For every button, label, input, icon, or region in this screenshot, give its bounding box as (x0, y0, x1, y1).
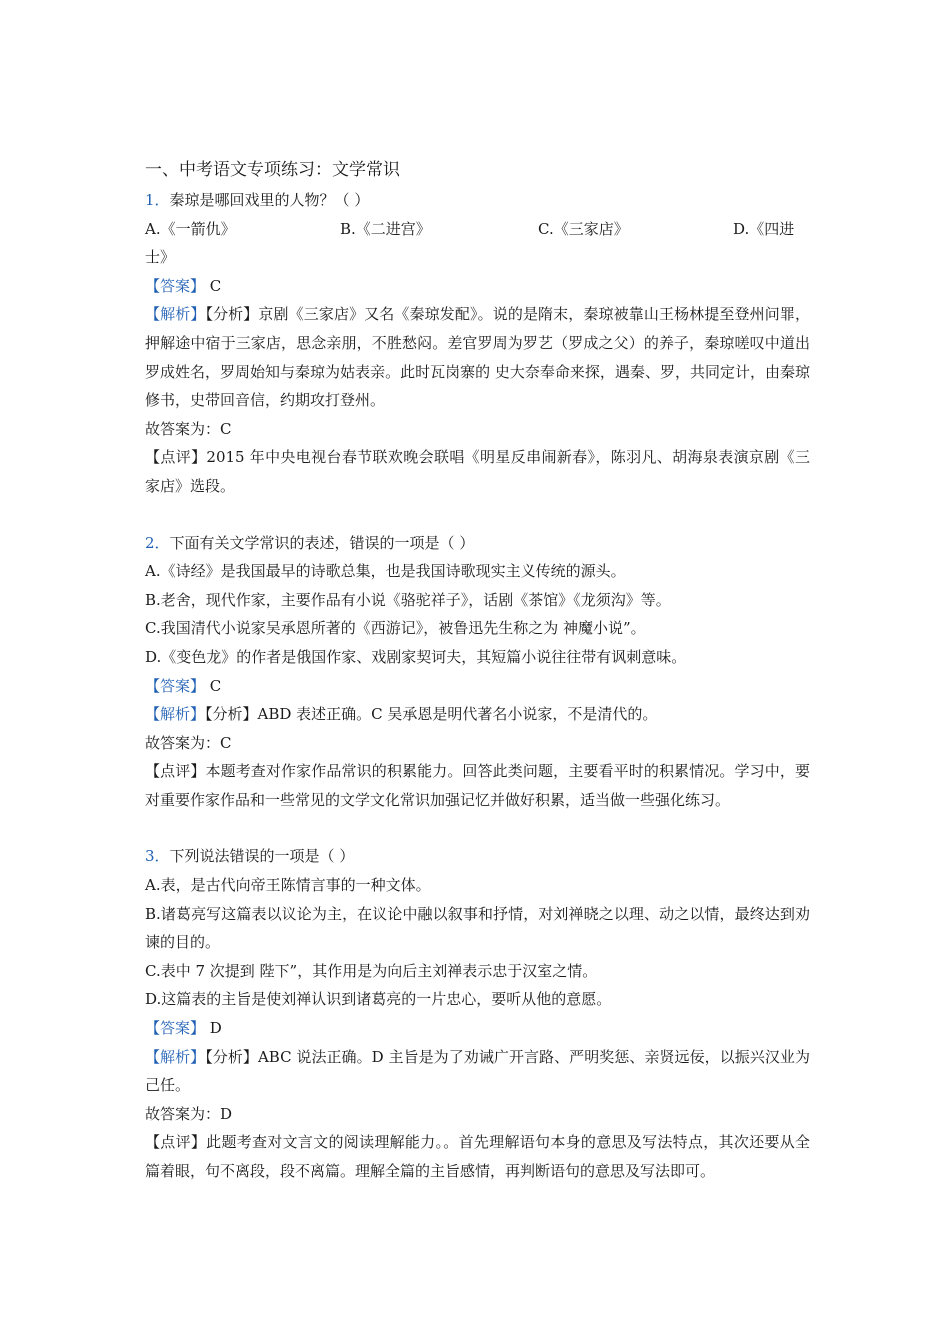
question-2-option-a: A.《诗经》是我国最早的诗歌总集，也是我国诗歌现实主义传统的源头。 (145, 562, 626, 581)
analysis-text: 【分析】ABC 说法正确。D 主旨是为了劝诫广开言路、严明奖惩、亲贤远佞，以振兴汉业为己任。 (145, 1047, 810, 1095)
question-2-text: 下面有关文学常识的表述，错误的一项是（ ） (169, 533, 475, 552)
answer-value: D (205, 1019, 222, 1038)
question-3-stem (145, 842, 810, 871)
analysis-tag: 【解析】 (145, 305, 206, 324)
question-2-answer (145, 672, 810, 701)
spacer (145, 814, 810, 842)
question-3-comment: 【点评】此题考查对文言文的阅读理解能力。。首先理解语句本身的意思及写法特点，其次还要从全篇着眼，句不离段，段不离篇。理解全篇的主旨感情，再判断语句的意思及写法即可。 (145, 1133, 810, 1180)
question-2-comment: 【点评】本题考查对作家作品常识的积累能力。回答此类问题，主要看平时的积累情况。学习中，要对重要作家作品和一些常见的文学文化常识加强记忆并做好积累，适当做一些强化练习。 (145, 762, 810, 809)
analysis-tag: 【解析】 (145, 705, 206, 724)
question-2-stem (145, 529, 810, 558)
question-2-option-b: B.老舍，现代作家，主要作品有小说《骆驼祥子》，话剧《茶馆》《龙须沟》等。 (145, 590, 671, 609)
question-3-final-answer: 故答案为：D (145, 1104, 233, 1123)
question-1-option-b: B.《二进宫》 (340, 219, 431, 238)
question-3-answer (145, 1014, 810, 1043)
question-2-option-d: D.《变色龙》的作者是俄国作家、戏剧家契诃夫，其短篇小说往往带有讽刺意味。 (145, 647, 687, 666)
question-3-option-d: D.这篇表的主旨是使刘禅认识到诸葛亮的一片忠心，要听从他的意愿。 (145, 990, 612, 1009)
question-1-final-answer: 故答案为：C (145, 419, 232, 438)
answer-value: C (205, 276, 222, 295)
question-1-number: 1． (145, 191, 170, 209)
page-title: 一、中考语文专项练习：文学常识 (145, 160, 400, 180)
analysis-text: 【分析】ABD 表述正确。C 吴承恩是明代著名小说家，不是清代的。 (205, 705, 658, 724)
question-1-option-a: A.《一箭仇》 (145, 219, 236, 238)
question-3-number: 3． (145, 847, 170, 866)
spacer (145, 501, 810, 529)
question-2-analysis (145, 700, 810, 729)
question-1-options (145, 215, 810, 244)
question-3-option-b: B.诸葛亮写这篇表以议论为主，在议论中融以叙事和抒情，对刘禅晓之以理、动之以情，最终达到劝谏的目的。 (145, 904, 810, 952)
analysis-tag: 【解析】 (145, 1047, 206, 1066)
answer-tag: 【答案】 (145, 276, 206, 295)
answer-value: C (205, 676, 222, 695)
question-3-text: 下列说法错误的一项是（ ） (169, 847, 355, 866)
question-1-option-d: D.《四进 (733, 219, 795, 238)
question-3-analysis (145, 1043, 810, 1100)
answer-tag: 【答案】 (145, 676, 206, 695)
question-1-stem (145, 186, 810, 215)
question-1-analysis (145, 300, 810, 414)
question-3-option-c: C.表中 7 次提到 陛下”，其作用是为向后主刘禅表示忠于汉室之情。 (145, 961, 598, 980)
question-1-comment: 【点评】2015 年中央电视台春节联欢晚会联唱《明星反串闹新春》，陈羽凡、胡海泉表演京剧《三家店》选段。 (145, 448, 810, 495)
answer-tag: 【答案】 (145, 1019, 206, 1038)
question-1-option-d-continued: 士》 (145, 248, 176, 267)
question-3-option-a: A.表，是古代向帝王陈情言事的一种文体。 (145, 876, 431, 895)
question-2-number: 2． (145, 533, 170, 552)
question-1-text: 秦琼是哪回戏里的人物？（ ） (169, 191, 370, 209)
question-1-answer (145, 272, 810, 301)
question-1-option-c: C.《三家店》 (538, 219, 629, 238)
document-content (145, 156, 810, 1186)
question-2-final-answer: 故答案为：C (145, 733, 232, 752)
analysis-text: 【分析】京剧《三家店》又名《秦琼发配》。说的是隋末，秦琼被靠山王杨林提至登州问罪，押解途中宿于三家店，思念亲朋，不胜愁闷。差官罗周为罗艺（罗成之父）的养子，秦琼嗟叹中道出罗成姓名，罗周始知与秦琼为姑表亲。此时瓦岗寨的 史大奈奉命来探，遇秦、罗，共同定计，由秦琼修书，史带回音信，约期攻打登州。 (145, 305, 810, 410)
question-2-option-c: C.我国清代小说家吴承恩所著的《西游记》，被鲁迅先生称之为 神魔小说”。 (145, 619, 646, 638)
